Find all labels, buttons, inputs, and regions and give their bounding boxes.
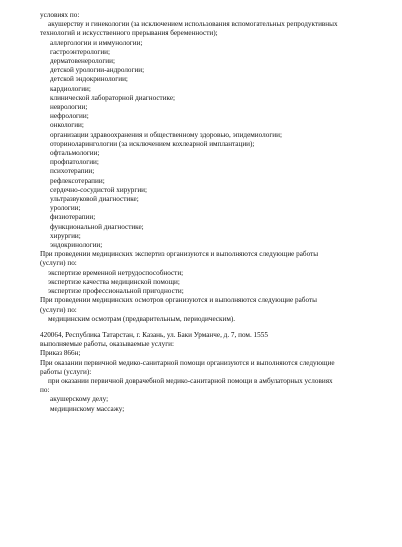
text-line: кардиологии; [50,84,91,93]
text-line: урологии; [50,204,81,213]
text-line: оториноларингологии (за исключением кохлеарной имплантации); [50,139,255,148]
text-line: экспертизе качества медицинской помощи; [48,277,180,286]
text-line: акушерству и гинекологии (за исключением использования вспомогательных репродуктивных [48,20,338,29]
text-line: неврологии; [50,103,88,112]
license-services-block [40,11,390,324]
text-line: дерматовенерологии; [50,57,115,66]
text-line: по: [40,386,50,395]
text-line: 420064, Республика Татарстан, г. Казань, ул. Баки Урманче, д. 7, пом. 1555 [40,330,268,339]
text-line: технологий и искусственного прерывания беременности); [40,29,218,38]
text-line: эндокринологии; [50,241,103,250]
text-line: Приказ 866н; [40,349,81,358]
text-line: экспертизе временной нетрудоспособности; [48,268,184,277]
text-line: клинической лабораторной диагностике; [50,93,176,102]
text-line: При проведении медицинских осмотров организуются и выполняются следующие работы [40,296,317,305]
text-line: организации здравоохранения и общественному здоровью, эпидемиологии; [50,130,282,139]
text-line: При оказании первичной медико-санитарной помощи организуются и выполняются следующие [40,358,335,367]
text-line: при оказании первичной доврачебной медико-санитарной помощи в амбулаторных условиях [48,376,333,385]
text-line: условиях по: [40,11,80,19]
text-line: экспертизе профессиональной пригодности; [48,287,184,296]
text-line: психотерапии; [50,167,95,176]
text-line: профпатологии; [50,158,99,167]
text-line: офтальмологии; [50,149,100,158]
text-line: работы (услуги): [40,367,92,376]
text-line: физиотерапии; [50,213,96,222]
text-line: При проведении медицинских экспертиз организуются и выполняются следующие работы [40,250,319,259]
address-services-block [40,331,390,414]
text-line: ультразвуковой диагностике; [50,195,139,204]
text-line: гастроэнтерологии; [50,47,111,56]
text-line: медицинским осмотрам (предварительным, периодическим). [48,314,236,323]
text-line: сердечно-сосудистой хирургии; [50,185,148,194]
text-line: функциональной диагностике; [50,222,144,231]
text-line: детской урологии-андрологии; [50,66,145,75]
text-line: (услуги) по: [40,305,77,314]
text-line: выполняемые работы, оказываемые услуги: [40,340,174,349]
text-line: (услуги) по: [40,259,77,268]
text-line: онкологии; [50,121,84,130]
document-content [40,11,390,414]
text-line: детской эндокринологии; [50,75,128,84]
text-line: медицинскому массажу; [50,404,125,413]
text-line: рефлексотерапии; [50,176,105,185]
text-line: акушерскому делу; [50,395,109,404]
text-line: аллергологии и иммунологии; [50,38,143,47]
paragraph-gap [40,324,390,331]
text-line: нефрологии; [50,112,89,121]
text-line: хирургии; [50,231,81,240]
